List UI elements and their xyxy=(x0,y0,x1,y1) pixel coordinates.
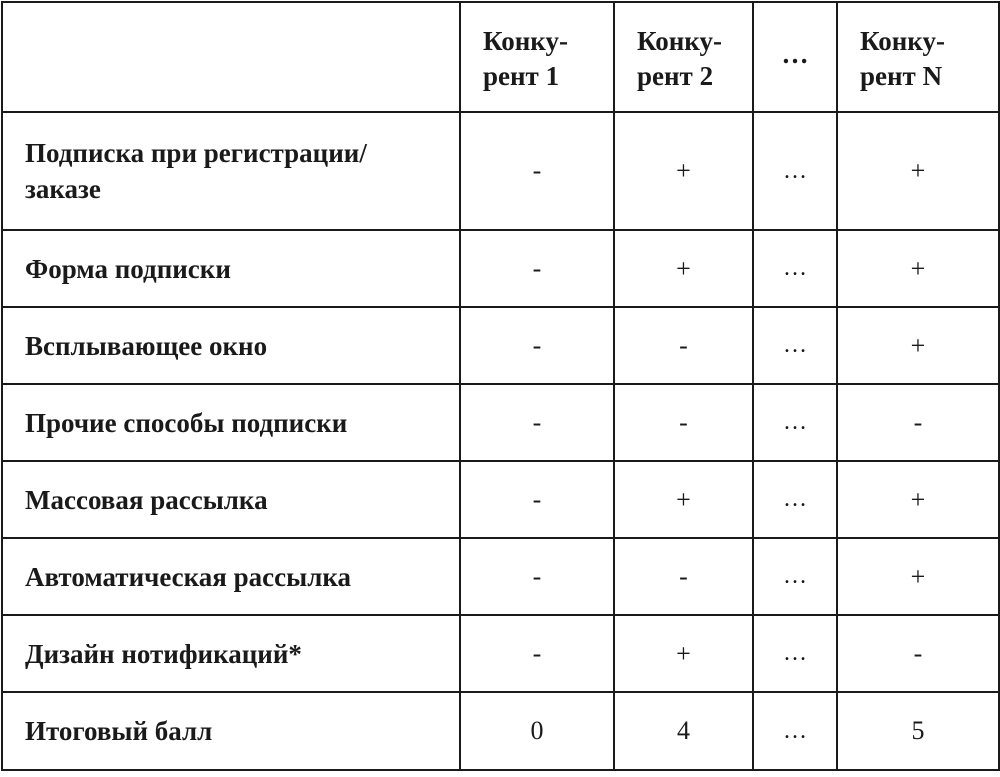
table-cell: 5 xyxy=(837,692,999,770)
column-header-label: Конку- рент 2 xyxy=(637,26,722,91)
column-header-competitor-1 xyxy=(460,2,614,112)
column-header-label: … xyxy=(781,39,809,69)
table-cell: - xyxy=(614,538,753,615)
table-cell: + xyxy=(614,112,753,230)
row-label: Прочие способы подписки xyxy=(2,384,460,461)
table-cell: - xyxy=(460,538,614,615)
table-cell: … xyxy=(753,538,837,615)
table-cell: - xyxy=(837,384,999,461)
table-cell: 0 xyxy=(460,692,614,770)
table-cell: … xyxy=(753,307,837,384)
row-label: Автоматическая рассылка xyxy=(2,538,460,615)
table-cell: + xyxy=(837,230,999,307)
row-label: Массовая рассылка xyxy=(2,461,460,538)
column-header-competitor-n xyxy=(837,2,999,112)
row-label: Дизайн нотификаций* xyxy=(2,615,460,692)
column-header-competitor-2 xyxy=(614,2,753,112)
competitor-comparison-table xyxy=(1,1,1000,771)
row-label: Всплывающее окно xyxy=(2,307,460,384)
table-row xyxy=(2,538,999,615)
table-cell: + xyxy=(614,461,753,538)
table-cell: - xyxy=(460,461,614,538)
table-cell: - xyxy=(460,112,614,230)
table-cell: + xyxy=(837,461,999,538)
table-header-row xyxy=(2,2,999,112)
table-row-total xyxy=(2,692,999,770)
table-cell: … xyxy=(753,384,837,461)
table-cell: … xyxy=(753,230,837,307)
table-cell: - xyxy=(460,384,614,461)
table-cell: … xyxy=(753,692,837,770)
table-cell: … xyxy=(753,112,837,230)
row-label: Итоговый балл xyxy=(2,692,460,770)
table-cell: 4 xyxy=(614,692,753,770)
table-row xyxy=(2,615,999,692)
table-cell: + xyxy=(837,307,999,384)
table-row xyxy=(2,112,999,230)
table-cell: … xyxy=(753,461,837,538)
table-cell: + xyxy=(614,230,753,307)
table-cell: - xyxy=(460,615,614,692)
header-corner-cell xyxy=(2,2,460,112)
table-cell: + xyxy=(837,538,999,615)
column-header-ellipsis xyxy=(753,2,837,112)
table-cell: - xyxy=(460,230,614,307)
table-cell: - xyxy=(460,307,614,384)
row-label: Форма подписки xyxy=(2,230,460,307)
table-row xyxy=(2,307,999,384)
row-label: Подписка при регистрации/ заказе xyxy=(2,112,460,230)
column-header-label: Конку- рент N xyxy=(860,26,945,91)
table-cell: + xyxy=(837,112,999,230)
table-row xyxy=(2,461,999,538)
table-cell: … xyxy=(753,615,837,692)
column-header-label: Конку- рент 1 xyxy=(483,26,568,91)
table-row xyxy=(2,384,999,461)
table-cell: - xyxy=(837,615,999,692)
table-cell: + xyxy=(614,615,753,692)
table-row xyxy=(2,230,999,307)
table-cell: - xyxy=(614,384,753,461)
table-cell: - xyxy=(614,307,753,384)
